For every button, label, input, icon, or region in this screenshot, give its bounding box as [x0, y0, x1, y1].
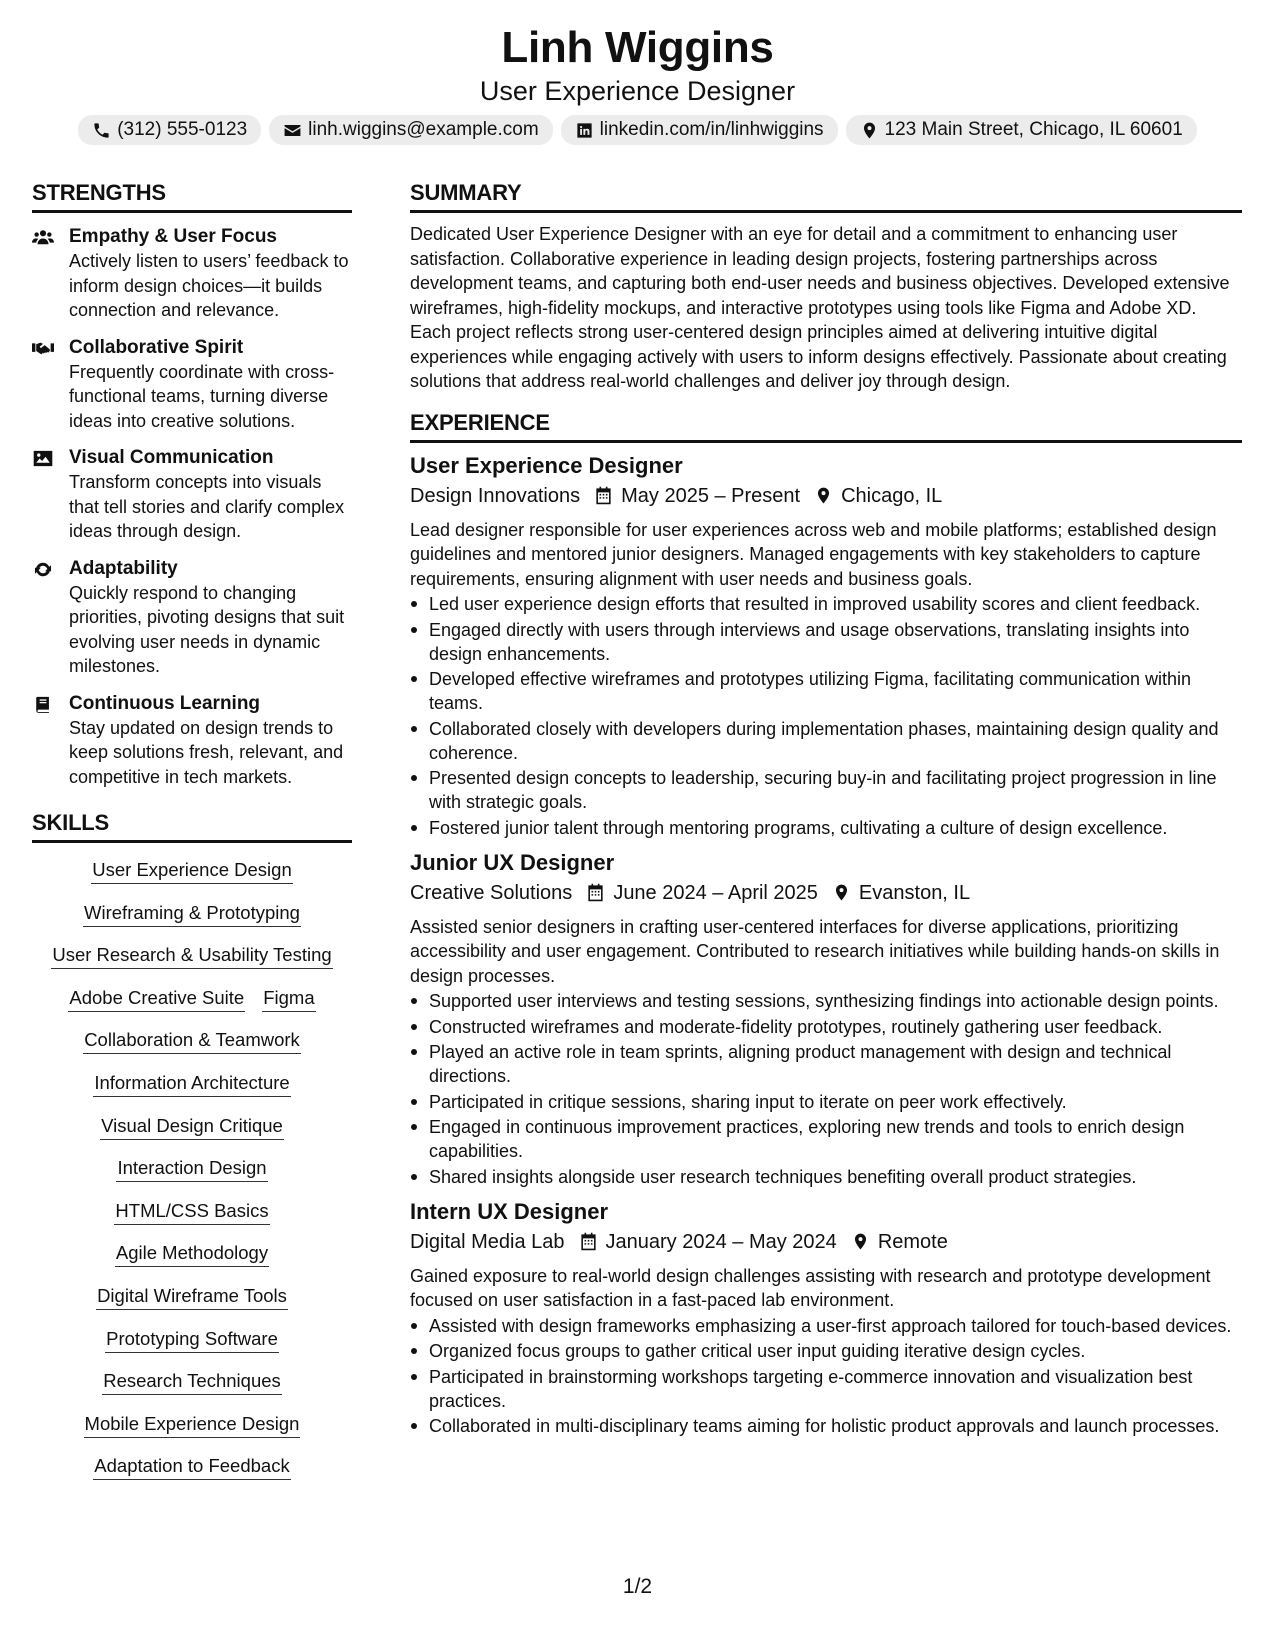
- bullet-item: Collaborated in multi-disciplinary teams aiming for holistic product approvals and launch processes.: [410, 1414, 1242, 1438]
- strength-item: [32, 336, 352, 434]
- bullet-item: Engaged in continuous improvement practices, exploring new trends and tools to enrich design capabilities.: [410, 1115, 1242, 1163]
- bullet-item: Constructed wireframes and moderate-fidelity prototypes, routinely gathering user feedback.: [410, 1015, 1242, 1039]
- contact-linkedin-text: linkedin.com/in/linhwiggins: [599, 119, 824, 140]
- left-column: [32, 178, 352, 1480]
- skill-tag: Adobe Creative Suite: [68, 985, 245, 1012]
- bullet-item: Fostered junior talent through mentoring programs, cultivating a culture of design excellence.: [410, 816, 1242, 840]
- location-pin-icon: [860, 121, 879, 140]
- job-description: Lead designer responsible for user experiences across web and mobile platforms; established design guidelines and mentored junior designers. Managed engagements with key stakeholders to capture requirements, ensuring alignment with user needs and business goals.: [410, 519, 1217, 589]
- contact-phone-text: (312) 555-0123: [117, 119, 248, 140]
- location-pin-icon: [832, 883, 851, 902]
- job-location: Remote: [877, 1230, 948, 1253]
- email-icon: [283, 121, 302, 140]
- job-title: User Experience Designer: [410, 452, 683, 478]
- skill-tag: Mobile Experience Design: [84, 1411, 301, 1438]
- strength-desc: Frequently coordinate with cross-functional teams, turning diverse ideas into creative solutions.: [69, 361, 335, 431]
- skill-tag: HTML/CSS Basics: [114, 1198, 269, 1225]
- contact-email-text: linh.wiggins@example.com: [308, 119, 539, 140]
- strength-item: [32, 225, 352, 323]
- bullet-item: Played an active role in team sprints, aligning product management with design and technical directions.: [410, 1040, 1242, 1088]
- strength-desc: Quickly respond to changing priorities, pivoting designs that suit evolving user needs in dynamic milestones.: [69, 582, 345, 676]
- bullet-item: Participated in critique sessions, sharing input to iterate on peer work effectively.: [410, 1090, 1242, 1114]
- job-meta: [410, 879, 1242, 907]
- strength-title: Empathy & User Focus: [69, 226, 277, 247]
- bullet-item: Shared insights alongside user research techniques benefiting overall product strategies.: [410, 1165, 1242, 1189]
- skill-tag: Interaction Design: [116, 1155, 267, 1182]
- skill-tag: Wireframing & Prototyping: [83, 900, 301, 927]
- job-meta: [410, 1228, 1242, 1256]
- job-location: Evanston, IL: [858, 881, 971, 904]
- bullet-item: Supported user interviews and testing sessions, synthesizing findings into actionable design points.: [410, 989, 1242, 1013]
- calendar-icon: [579, 1232, 598, 1251]
- job-dates: January 2024 – May 2024: [605, 1230, 837, 1253]
- job-title: Junior UX Designer: [410, 849, 615, 875]
- skill-tag: Digital Wireframe Tools: [96, 1283, 288, 1310]
- strength-title: Continuous Learning: [69, 692, 261, 714]
- contact-phone: [78, 115, 261, 145]
- bullet-item: Assisted with design frameworks emphasizing a user-first approach tailored for touch-based devices.: [410, 1314, 1242, 1338]
- bullet-item: Presented design concepts to leadership, securing buy-in and facilitating project progression in line with strategic goals.: [410, 766, 1242, 814]
- contact-address-text: 123 Main Street, Chicago, IL 60601: [884, 119, 1183, 140]
- strength-title: Visual Communication: [69, 447, 274, 468]
- candidate-name: Linh Wiggins: [501, 23, 774, 72]
- job-description: Assisted senior designers in crafting user-centered interfaces for diverse applications, prioritizing accessibility and user engagement. Contributed to research initiatives while building hands-on skills in design processes.: [410, 916, 1220, 986]
- job-entry: [410, 848, 1242, 1189]
- bullet-item: Led user experience design efforts that resulted in improved usability scores and client feedback.: [410, 592, 1242, 616]
- job-location: Chicago, IL: [841, 484, 943, 507]
- job-company: Design Innovations: [410, 484, 581, 507]
- handshake-icon: [32, 339, 54, 358]
- job-meta: [410, 482, 1242, 510]
- experience-heading: EXPERIENCE: [410, 408, 1242, 443]
- skill-tag: User Experience Design: [91, 857, 292, 884]
- skill-tag: User Research & Usability Testing: [51, 942, 332, 969]
- skills-heading: SKILLS: [32, 808, 352, 843]
- contact-address: [846, 115, 1197, 145]
- skills-list: [32, 857, 352, 1480]
- strength-title: Collaborative Spirit: [69, 336, 244, 358]
- skill-tag: Agile Methodology: [115, 1240, 269, 1267]
- summary-text: Dedicated User Experience Designer with an eye for detail and a commitment to enhancing user satisfaction. Collaborative experience in leading design projects, fostering partnerships across development teams, and capturing both end-user needs and business objectives. Developed extensive wireframes, high-fidelity mockups, and interactive prototypes using tools like Figma and Adobe XD. Each project reflects strong user-centered design principles aimed at delivering intuitive digital experiences while engaging actively with users to inform designs effectively. Passionate about creating solutions that address real-world challenges and deliver joy through design.: [410, 224, 1230, 391]
- skill-tag: Adaptation to Feedback: [93, 1453, 290, 1480]
- strengths-list: [32, 225, 352, 789]
- skill-tag: Research Techniques: [102, 1368, 282, 1395]
- strength-item: [32, 557, 352, 679]
- bullet-item: Engaged directly with users through interviews and usage observations, translating insights into design enhancements.: [410, 618, 1242, 666]
- job-dates: May 2025 – Present: [621, 484, 801, 507]
- resume-header: [0, 22, 1275, 145]
- bullet-item: Collaborated closely with developers during implementation phases, maintaining design quality and coherence.: [410, 717, 1242, 765]
- job-bullets: [410, 592, 1242, 840]
- job-bullets: [410, 1314, 1242, 1439]
- refresh-icon: [32, 560, 54, 579]
- strength-desc: Stay updated on design trends to keep solutions fresh, relevant, and competitive in tech markets.: [69, 717, 344, 787]
- strength-desc: Transform concepts into visuals that tell stories and clarify complex ideas through design.: [69, 472, 345, 541]
- image-icon: [32, 449, 54, 468]
- page-number: 1/2: [622, 1575, 653, 1598]
- skill-tag: Collaboration & Teamwork: [83, 1027, 301, 1054]
- strength-item: [32, 446, 352, 544]
- skill-tag: Visual Design Critique: [100, 1113, 284, 1140]
- users-icon: [32, 228, 54, 247]
- candidate-title: User Experience Designer: [479, 76, 796, 106]
- job-dates: June 2024 – April 2025: [613, 881, 818, 904]
- strength-desc: Actively listen to users’ feedback to inform design choices—it builds connection and relevance.: [69, 251, 349, 320]
- skill-tag: Prototyping Software: [105, 1326, 279, 1353]
- linkedin-icon: [575, 121, 594, 140]
- job-entry: [410, 1197, 1242, 1439]
- calendar-icon: [586, 883, 605, 902]
- bullet-item: Developed effective wireframes and prototypes utilizing Figma, facilitating communication within teams.: [410, 667, 1242, 715]
- contact-email[interactable]: [269, 115, 553, 145]
- right-column: [410, 178, 1242, 1442]
- job-company: Digital Media Lab: [410, 1230, 565, 1253]
- bullet-item: Participated in brainstorming workshops targeting e-commerce innovation and visualization best practices.: [410, 1365, 1242, 1413]
- location-pin-icon: [851, 1232, 870, 1251]
- location-pin-icon: [814, 486, 833, 505]
- phone-icon: [92, 121, 111, 140]
- strengths-heading: STRENGTHS: [32, 178, 352, 213]
- contact-linkedin[interactable]: [561, 115, 838, 145]
- calendar-icon: [594, 486, 613, 505]
- contact-bar: [0, 115, 1275, 145]
- job-entry: [410, 451, 1242, 840]
- bullet-item: Organized focus groups to gather critical user input guiding iterative design cycles.: [410, 1339, 1242, 1363]
- strength-item: [32, 692, 352, 790]
- job-description: Gained exposure to real-world design challenges assisting with research and prototype development focused on user satisfaction in a fast-paced lab environment.: [410, 1265, 1211, 1310]
- strength-title: Adaptability: [69, 557, 178, 579]
- job-title: Intern UX Designer: [410, 1198, 609, 1224]
- skill-tag: Information Architecture: [93, 1070, 290, 1097]
- skill-tag: Figma: [262, 985, 315, 1012]
- job-bullets: [410, 989, 1242, 1189]
- job-company: Creative Solutions: [410, 881, 573, 904]
- summary-heading: SUMMARY: [410, 178, 1242, 213]
- book-icon: [32, 695, 54, 714]
